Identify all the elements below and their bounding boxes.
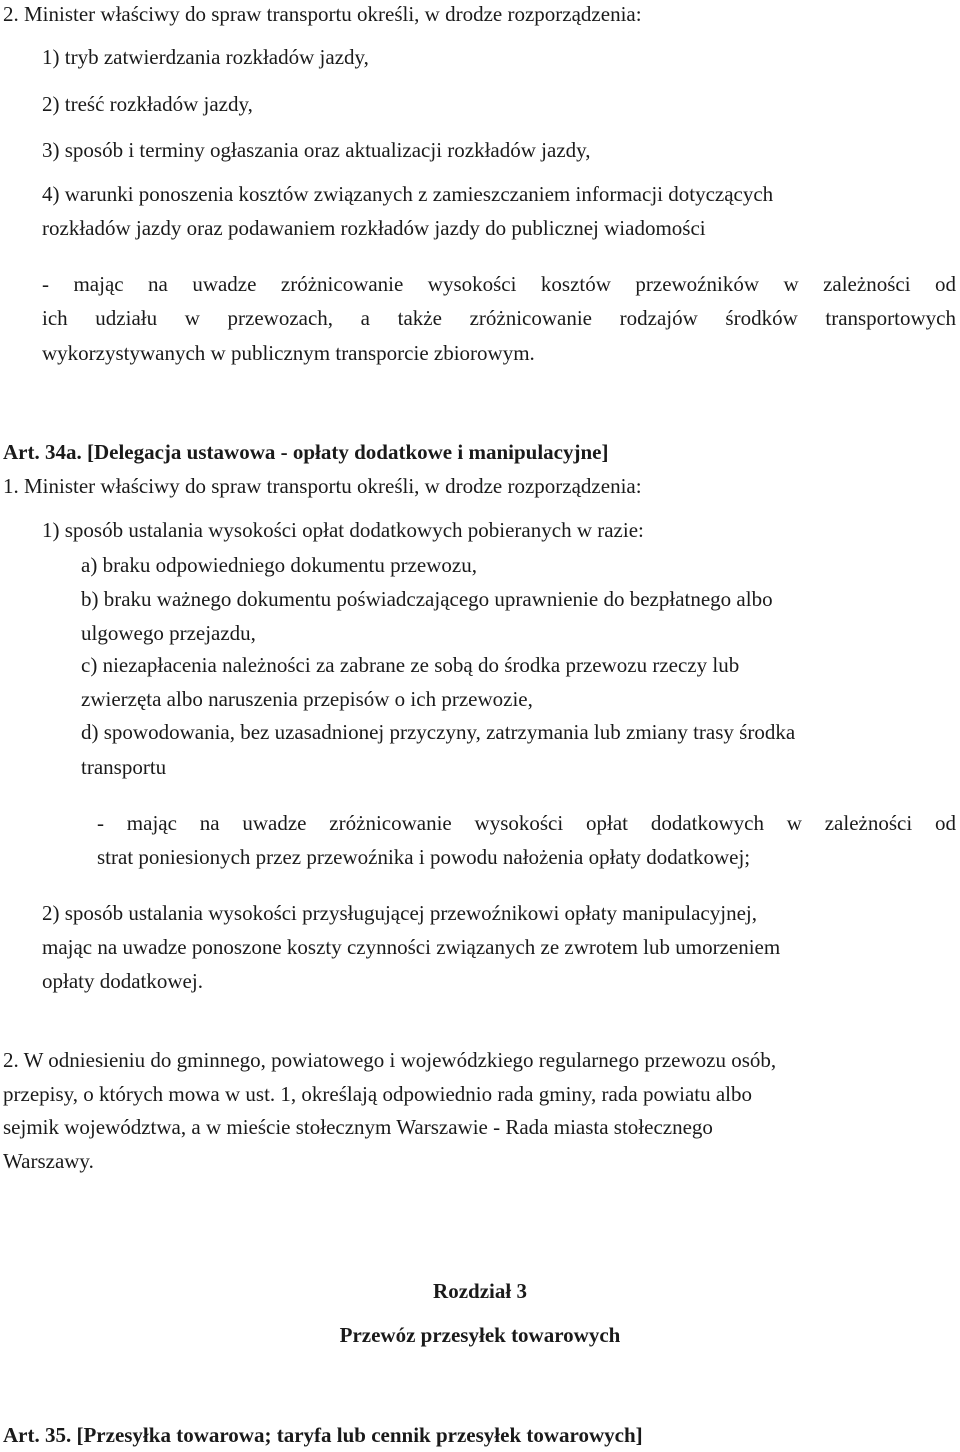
paragraph-2: przepisy, o których mowa w ust. 1, określają odpowiednio rada gminy, rada powiatu albo — [3, 1082, 753, 1106]
note-text: - mając na uwadze zróżnicowanie wysokości opłat dodatkowych w zależności od — [97, 811, 956, 835]
sub-item: c) niezapłacenia należności za zabrane ze sobą do środka przewozu rzeczy lub — [81, 653, 740, 677]
note-text: strat poniesionych przez przewoźnika i powodu nałożenia opłaty dodatkowej; — [97, 845, 751, 869]
list-item-continued: mając na uwadze ponoszone koszty czynności związanych ze zwrotem lub umorzeniem — [42, 935, 781, 959]
list-item: 4) warunki ponoszenia kosztów związanych z zamieszczaniem informacji dotyczących — [42, 182, 774, 206]
note-text: - mając na uwadze zróżnicowanie wysokości kosztów przewoźników w zależności od — [42, 272, 956, 296]
sub-item: b) braku ważnego dokumentu poświadczającego uprawnienie do bezpłatnego albo — [81, 587, 773, 611]
list-item: 3) sposób i terminy ogłaszania oraz aktualizacji rozkładów jazdy, — [42, 138, 591, 162]
list-item-continued: rozkładów jazdy oraz podawaniem rozkładów jazdy do publicznej wiadomości — [42, 216, 706, 240]
article-heading: Art. 35. [Przesyłka towarowa; taryfa lub cennik przesyłek towarowych] — [3, 1423, 643, 1447]
sub-item-continued: transportu — [81, 755, 167, 779]
sub-item: d) spowodowania, bez uzasadnionej przyczyny, zatrzymania lub zmiany trasy środka — [81, 720, 796, 744]
sub-item-continued: ulgowego przejazdu, — [81, 621, 256, 645]
list-item: 1) sposób ustalania wysokości opłat dodatkowych pobieranych w razie: — [42, 518, 644, 542]
note-text: wykorzystywanych w publicznym transporcie zbiorowym. — [42, 341, 535, 365]
article-heading: Art. 34a. [Delegacja ustawowa - opłaty dodatkowe i manipulacyjne] — [3, 440, 609, 464]
list-item: 2) treść rozkładów jazdy, — [42, 92, 253, 116]
sub-item-continued: zwierzęta albo naruszenia przepisów o ich przewozie, — [81, 687, 533, 711]
paragraph-1-intro: 1. Minister właściwy do spraw transportu określi, w drodze rozporządzenia: — [3, 474, 642, 498]
list-item: 1) tryb zatwierdzania rozkładów jazdy, — [42, 45, 369, 69]
paragraph-2: 2. W odniesieniu do gminnego, powiatowego i wojewódzkiego regularnego przewozu osób, — [3, 1048, 777, 1072]
paragraph-2: sejmik województwa, a w mieście stołecznym Warszawie - Rada miasta stołecznego — [3, 1115, 713, 1139]
section-2-intro: 2. Minister właściwy do spraw transportu określi, w drodze rozporządzenia: — [3, 2, 642, 26]
note-text: ich udziału w przewozach, a także zróżnicowanie rodzajów środków transportowych — [42, 306, 956, 330]
list-item: 2) sposób ustalania wysokości przysługującej przewoźnikowi opłaty manipulacyjnej, — [42, 901, 757, 925]
list-item-continued: opłaty dodatkowej. — [42, 969, 203, 993]
chapter-title: Przewóz przesyłek towarowych — [339, 1323, 621, 1347]
paragraph-2: Warszawy. — [3, 1149, 94, 1173]
chapter-number: Rozdział 3 — [433, 1279, 527, 1303]
sub-item: a) braku odpowiedniego dokumentu przewozu, — [81, 553, 477, 577]
